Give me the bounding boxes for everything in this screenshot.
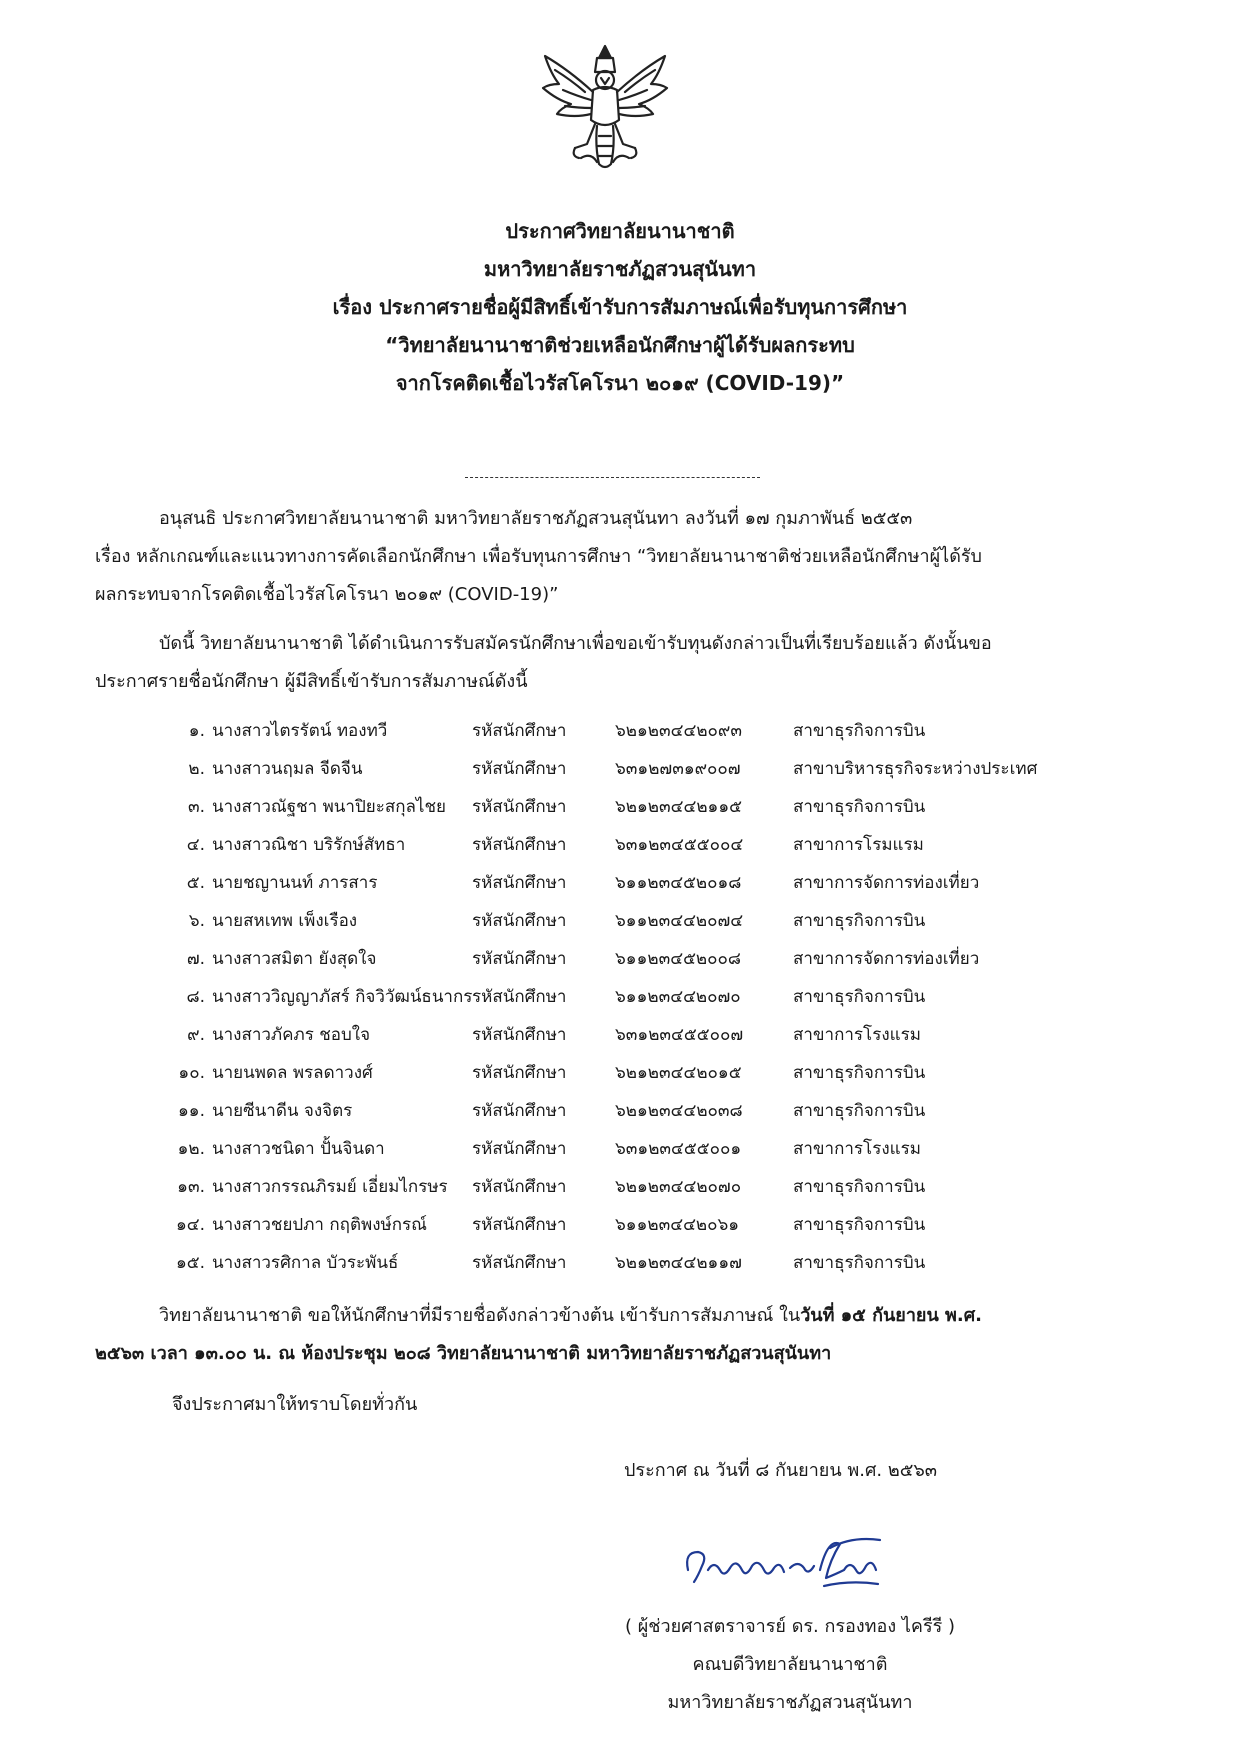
interview-paragraph (95, 1297, 1130, 1373)
student-id: ๖๓๑๒๓๔๕๕๐๐๔ (615, 835, 744, 855)
student-id-label: รหัสนักศึกษา (472, 1253, 567, 1273)
student-id-label: รหัสนักศึกษา (472, 759, 567, 779)
student-number: ๓. (187, 797, 205, 817)
student-name: นางสาวภัคภร ชอบใจ (212, 1025, 371, 1045)
title-line-4: “วิทยาลัยนานาชาติช่วยเหลือนักศึกษาผู้ได้รับผลกระทบ (385, 333, 855, 357)
student-id-label: รหัสนักศึกษา (472, 949, 567, 969)
list-item (155, 1016, 1115, 1054)
intro-line-1: บัดนี้ วิทยาลัยนานาชาติ ได้ดำเนินการรับสมัครนักศึกษาเพื่อขอเข้ารับทุนดังกล่าวเป็นที่เรียบร้อยแล้ว ดังนั้นขอ (159, 633, 992, 654)
student-name: นางสาวรศิกาล บัวระพันธ์ (212, 1253, 399, 1273)
student-id-label: รหัสนักศึกษา (472, 721, 567, 741)
interview-text: วิทยาลัยนานาชาติ ขอให้นักศึกษาที่มีรายชื่อดังกล่าวข้างต้น เข้ารับการสัมภาษณ์ ใน (159, 1305, 801, 1326)
list-item (155, 1130, 1115, 1168)
list-item (155, 902, 1115, 940)
student-number: ๗. (186, 949, 205, 969)
title-line-5: จากโรคติดเชื้อไวรัสโคโรนา ๒๐๑๙ (COVID-19)” (395, 371, 845, 395)
student-number: ๕. (186, 873, 205, 893)
closing-line: จึงประกาศมาให้ทราบโดยทั่วกัน (172, 1394, 418, 1415)
student-name: นางสาวนฤมล จีดจีน (212, 759, 363, 779)
student-major: สาขาธุรกิจการบิน (793, 797, 926, 817)
garuda-emblem-icon (535, 40, 675, 175)
student-major: สาขาการโรงแรม (793, 1025, 921, 1045)
list-item (155, 978, 1115, 1016)
announcement-date: ประกาศ ณ วันที่ ๘ กันยายน พ.ศ. ๒๕๖๓ (624, 1460, 938, 1481)
signer-organization: มหาวิทยาลัยราชภัฏสวนสุนันทา (667, 1692, 913, 1713)
list-item (155, 1054, 1115, 1092)
student-name: นายชญานนท์ ภารสาร (212, 873, 378, 893)
student-major: สาขาธุรกิจการบิน (793, 1177, 926, 1197)
student-id-label: รหัสนักศึกษา (472, 1139, 567, 1159)
student-id: ๖๒๑๒๓๔๔๒๐๗๐ (615, 1177, 742, 1197)
student-major: สาขาบริหารธุรกิจระหว่างประเทศ (793, 759, 1038, 779)
student-number: ๑. (188, 721, 205, 741)
student-id: ๖๑๑๒๓๔๔๒๐๗๔ (615, 911, 744, 931)
student-id: ๖๒๑๒๓๔๔๒๐๓๘ (615, 1101, 743, 1121)
student-id: ๖๒๑๒๓๔๔๒๑๑๕ (615, 797, 743, 817)
signer-block (540, 1608, 1040, 1722)
reference-paragraph (95, 500, 1130, 614)
student-major: สาขาธุรกิจการบิน (793, 721, 926, 741)
title-divider (465, 477, 760, 478)
student-name: นายสหเทพ เพ็งเรือง (212, 911, 358, 931)
list-item (155, 1244, 1115, 1282)
student-id: ๖๑๑๒๓๔๔๒๐๗๐ (615, 987, 741, 1007)
handwritten-signature (680, 1530, 890, 1600)
student-id: ๖๓๑๒๗๓๑๙๐๐๗ (615, 759, 741, 779)
signer-position: คณบดีวิทยาลัยนานาชาติ (692, 1654, 888, 1675)
student-name: นายนพดล พรลดาวงศ์ (212, 1063, 373, 1083)
student-id: ๖๒๑๒๓๔๔๒๑๑๗ (615, 1253, 742, 1273)
intro-line-2: ประกาศรายชื่อนักศึกษา ผู้มีสิทธิ์เข้ารับการสัมภาษณ์ดังนี้ (95, 671, 528, 692)
student-number: ๑๑. (178, 1101, 205, 1121)
student-number: ๑๐. (178, 1063, 205, 1083)
student-number: ๑๒. (177, 1139, 205, 1159)
student-id: ๖๑๑๒๓๔๕๒๐๑๘ (615, 873, 742, 893)
student-number: ๑๔. (175, 1215, 205, 1235)
signer-name: ( ผู้ช่วยศาสตราจารย์ ดร. กรองทอง ไครีรี ) (624, 1616, 956, 1637)
interview-line-1 (95, 1297, 1130, 1335)
student-id-label: รหัสนักศึกษา (472, 797, 567, 817)
student-number: ๒. (188, 759, 205, 779)
student-id-label: รหัสนักศึกษา (472, 1177, 567, 1197)
student-major: สาขาธุรกิจการบิน (793, 1253, 926, 1273)
reference-line-3: ผลกระทบจากโรคติดเชื้อไวรัสโคโรนา ๒๐๑๙ (COVID-19)” (95, 584, 559, 605)
student-number: ๑๓. (177, 1177, 205, 1197)
student-number: ๙. (187, 1025, 205, 1045)
student-name: นางสาวชยปภา กฤติพงษ์กรณ์ (212, 1215, 427, 1235)
announcement-title (0, 212, 1240, 402)
student-major: สาขาธุรกิจการบิน (793, 1215, 926, 1235)
student-name: นางสาวณิชา บริรักษ์สัทธา (212, 835, 406, 855)
student-id-label: รหัสนักศึกษา (472, 1215, 567, 1235)
student-major: สาขาธุรกิจการบิน (793, 987, 926, 1007)
student-major: สาขาการโรมแรม (793, 835, 924, 855)
student-name: นางสาวชนิดา ปั้นจินดา (212, 1139, 385, 1159)
student-major: สาขาธุรกิจการบิน (793, 1063, 926, 1083)
student-name: นางสาวไตรรัตน์ ทองทวี (212, 721, 388, 741)
student-id: ๖๒๑๒๓๔๔๒๐๙๓ (615, 721, 743, 741)
list-item (155, 788, 1115, 826)
student-id: ๖๑๑๒๓๔๕๒๐๐๘ (615, 949, 742, 969)
student-name: นายซีนาดีน จงจิตร (212, 1101, 353, 1121)
title-line-1: ประกาศวิทยาลัยนานาชาติ (505, 219, 735, 243)
list-item (155, 750, 1115, 788)
interview-time-place: ๒๕๖๓ เวลา ๑๓.๐๐ น. ณ ห้องประชุม ๒๐๘ วิทยาลัยนานาชาติ มหาวิทยาลัยราชภัฏสวนสุนันทา (95, 1343, 832, 1364)
student-number: ๘. (186, 987, 205, 1007)
list-item (155, 1206, 1115, 1244)
list-item (155, 1092, 1115, 1130)
student-id: ๖๓๑๒๓๔๕๕๐๐๑ (615, 1139, 742, 1159)
student-id: ๖๓๑๒๓๔๕๕๐๐๗ (615, 1025, 744, 1045)
student-id: ๖๑๑๒๓๔๔๒๐๖๑ (615, 1215, 740, 1235)
student-major: สาขาการจัดการท่องเที่ยว (793, 873, 980, 893)
student-list (155, 712, 1115, 1282)
intro-paragraph (95, 625, 1130, 701)
student-number: ๖. (188, 911, 205, 931)
student-id-label: รหัสนักศึกษา (472, 987, 567, 1007)
student-id-label: รหัสนักศึกษา (472, 1025, 567, 1045)
student-id-label: รหัสนักศึกษา (472, 911, 567, 931)
student-name: นางสาวณัฐชา พนาปิยะสกุลไชย (212, 797, 446, 817)
student-id-label: รหัสนักศึกษา (472, 1101, 567, 1121)
reference-line-2: เรื่อง หลักเกณฑ์และแนวทางการคัดเลือกนักศึกษา เพื่อรับทุนการศึกษา “วิทยาลัยนานาชาติช่วยเหลือนักศึกษาผู้ได้รับ (95, 546, 982, 567)
list-item (155, 940, 1115, 978)
reference-line-1: อนุสนธิ ประกาศวิทยาลัยนานาชาติ มหาวิทยาลัยราชภัฏสวนสุนันทา ลงวันที่ ๑๗ กุมภาพันธ์ ๒๕๕๓ (159, 508, 913, 529)
student-number: ๑๕. (175, 1253, 205, 1273)
student-name: นางสาววิญญาภัสร์ กิจวิวัฒน์ธนากร (212, 987, 473, 1007)
student-major: สาขาการโรงแรม (793, 1139, 921, 1159)
title-line-2: มหาวิทยาลัยราชภัฏสวนสุนันทา (483, 257, 757, 281)
student-id-label: รหัสนักศึกษา (472, 1063, 567, 1083)
interview-date: วันที่ ๑๕ กันยายน พ.ศ. (800, 1305, 983, 1326)
student-id-label: รหัสนักศึกษา (472, 873, 567, 893)
list-item (155, 864, 1115, 902)
student-number: ๔. (186, 835, 205, 855)
title-line-3: เรื่อง ประกาศรายชื่อผู้มีสิทธิ์เข้ารับการสัมภาษณ์เพื่อรับทุนการศึกษา (332, 295, 908, 319)
student-major: สาขาธุรกิจการบิน (793, 1101, 926, 1121)
student-name: นางสาวสมิตา ยังสุดใจ (212, 949, 377, 969)
student-major: สาขาการจัดการท่องเที่ยว (793, 949, 980, 969)
list-item (155, 712, 1115, 750)
list-item (155, 826, 1115, 864)
student-id-label: รหัสนักศึกษา (472, 835, 567, 855)
student-name: นางสาวกรรณภิรมย์ เอี่ยมไกรษร (212, 1177, 448, 1197)
list-item (155, 1168, 1115, 1206)
student-id: ๖๒๑๒๓๔๔๒๐๑๕ (615, 1063, 742, 1083)
student-major: สาขาธุรกิจการบิน (793, 911, 926, 931)
